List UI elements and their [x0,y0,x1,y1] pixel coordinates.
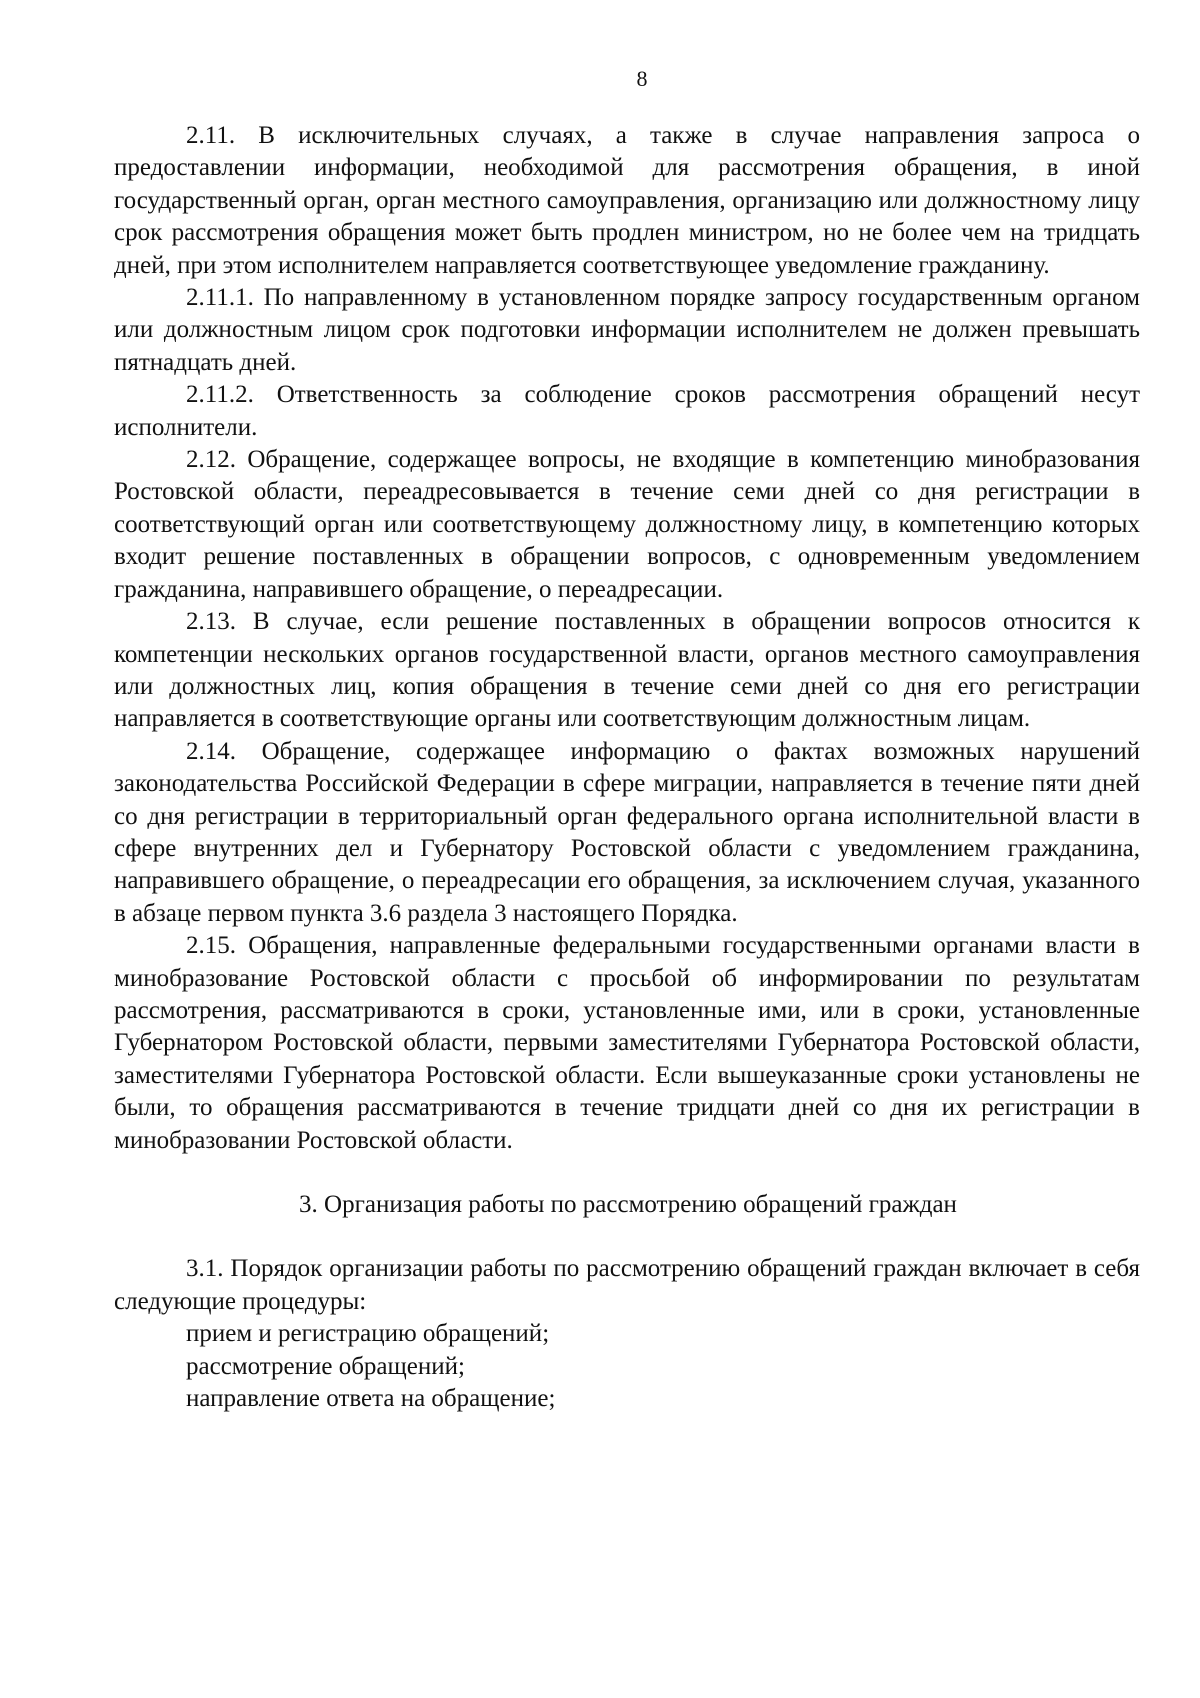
paragraph-2-11: 2.11. В исключительных случаях, а также в случае направления запроса о предоставлении информации, необходимой для рассмотрения обращения, в иной государственный орган, орган местного самоуправления, организацию или должностному лицу срок рассмотрения обращения может быть продлен министром, но не более чем на тридцать дней, при этом исполнителем направляется соответствующее уведомление гражданину. [114,122,1140,279]
paragraph-2-15: 2.15. Обращения, направленные федеральными государственными органами власти в минобразование Ростовской области с просьбой об информировании по результатам рассмотрения, рассматриваются в сроки, установленные ими, или в сроки, установленные Губернатором Ростовской области, первыми заместителями Губернатора Ростовской области, заместителями Губернатора Ростовской области. Если вышеуказанные сроки установлены не были, то обращения рассматриваются в течение тридцати дней со дня их регистрации в минобразовании Ростовской области. [114,932,1140,1154]
paragraph-2-14: 2.14. Обращение, содержащее информацию о фактах возможных нарушений законодательства Российской Федерации в сфере миграции, направляется в течение пяти дней со дня регистрации в территориальный орган федерального органа исполнительной власти в сфере внутренних дел и Губернатору Ростовской области с уведомлением гражданина, направившего обращение, о переадресации его обращения, за исключением случая, указанного в абзаце первом пункта 3.6 раздела 3 настоящего Порядка. [114,737,1140,927]
page-number: 8 [636,66,648,91]
paragraph-3-1: 3.1. Порядок организации работы по рассмотрению обращений граждан включает в себя следующие процедуры: [114,1255,1140,1315]
list-item: рассмотрение обращений; [186,1352,465,1380]
list-item: прием и регистрацию обращений; [186,1320,550,1348]
list-item: направление ответа на обращение; [186,1385,556,1413]
paragraph-2-12: 2.12. Обращение, содержащее вопросы, не входящие в компетенцию минобразования Ростовской области, переадресовывается в течение семи дней со дня регистрации в соответствующий орган или соответствующему должностному лицу, в компетенцию которых входит решение поставленных в обращении вопросов, с одновременным уведомлением гражданина, направившего обращение, о переадресации. [114,446,1140,603]
paragraph-2-11-1: 2.11.1. По направленному в установленном порядке запросу государственным органом или должностным лицом срок подготовки информации исполнителем не должен превышать пятнадцать дней. [114,284,1140,376]
paragraph-2-13: 2.13. В случае, если решение поставленных в обращении вопросов относится к компетенции нескольких органов государственной власти, органов местного самоуправления или должностных лиц, копия обращения в течение семи дней со дня его регистрации направляется в соответствующие органы или соответствующим должностным лицам. [114,608,1140,733]
paragraph-2-11-2: 2.11.2. Ответственность за соблюдение сроков рассмотрения обращений несут исполнители. [114,381,1140,441]
section-title: 3. Организация работы по рассмотрению обращений граждан [299,1191,957,1218]
